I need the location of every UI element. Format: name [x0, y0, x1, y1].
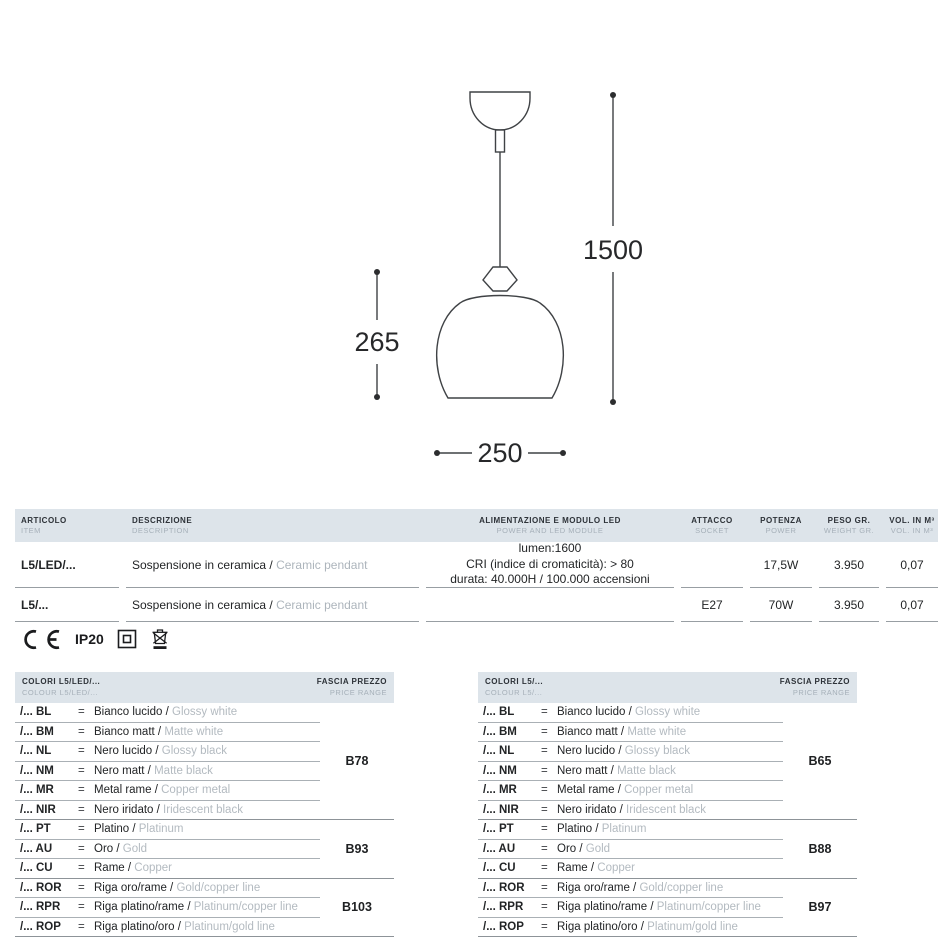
color-code: /... ROR	[483, 881, 525, 894]
color-name-it: Oro /	[94, 842, 120, 855]
equals-sign: =	[541, 862, 548, 875]
ce-mark-icon	[20, 629, 62, 650]
color-name	[94, 804, 320, 816]
color-name-en: Platinum	[601, 823, 647, 836]
color-name-it: Nero lucido /	[557, 745, 622, 758]
color-name-en: Matte black	[154, 764, 213, 777]
color-row	[15, 762, 320, 782]
color-code: /... MR	[20, 784, 54, 797]
color-code: /... PT	[483, 823, 514, 836]
color-name	[557, 823, 783, 835]
spec-row-led	[15, 542, 938, 588]
title-it: COLORI L5/...	[485, 677, 544, 687]
shade-connector-outline	[483, 267, 517, 291]
dimension-shade-height-value: 265	[354, 327, 400, 357]
spec-col-attacco	[681, 516, 743, 535]
color-name	[557, 784, 783, 796]
color-name	[94, 784, 320, 796]
color-name-en: Gold	[585, 842, 611, 855]
color-group-1	[15, 703, 394, 820]
color-row	[478, 781, 783, 801]
color-row	[15, 723, 320, 743]
color-code: /... NIR	[20, 803, 56, 816]
col-label-it: ATTACCO	[691, 515, 733, 525]
color-code: /... ROR	[20, 881, 62, 894]
col-label-en: DESCRIPTION	[132, 525, 189, 535]
color-group-1	[478, 703, 857, 820]
color-name	[94, 921, 320, 933]
color-code: /... BM	[483, 725, 517, 738]
color-name-en: Matte black	[617, 764, 676, 777]
color-row	[478, 879, 783, 899]
color-group-2	[15, 820, 394, 879]
color-name-en: Copper metal	[161, 784, 231, 797]
volume-value: 0,07	[900, 557, 924, 572]
color-name-en: Gold/copper line	[176, 881, 261, 894]
equals-sign: =	[78, 901, 85, 914]
color-name-en: Glossy black	[161, 745, 227, 758]
ceiling-cup-outline	[470, 92, 530, 130]
color-code: /... ROP	[20, 920, 61, 933]
color-name-it: Riga platino/oro /	[94, 920, 181, 933]
color-code: /... AU	[483, 842, 516, 855]
spec-row-e27	[15, 588, 938, 622]
article-code: L5/LED/...	[21, 557, 76, 572]
led-lumen: lumen:1600	[518, 541, 582, 556]
col-label-it: POTENZA	[760, 515, 802, 525]
description-en: Ceramic pendant	[276, 557, 368, 572]
color-row	[478, 801, 783, 820]
power-value: 70W	[768, 597, 794, 612]
color-table-e27	[478, 672, 857, 937]
color-name-it: Metal rame /	[94, 784, 158, 797]
color-group-2	[478, 820, 857, 879]
shade-outline	[437, 296, 564, 399]
color-name-it: Bianco lucido /	[94, 706, 169, 719]
dimension-end-dot	[434, 450, 440, 456]
price-range-header	[317, 677, 387, 697]
color-code: /... BL	[20, 706, 52, 719]
price-range-value: B97	[808, 900, 832, 915]
class-ii-insulation-icon	[117, 629, 137, 649]
color-name	[94, 706, 320, 718]
color-name-it: Bianco lucido /	[557, 706, 632, 719]
equals-sign: =	[78, 803, 85, 816]
color-name	[94, 745, 320, 757]
equals-sign: =	[78, 784, 85, 797]
equals-sign: =	[78, 881, 85, 894]
price-range-value: B78	[345, 754, 369, 768]
spec-col-potenza	[750, 516, 812, 535]
color-name	[94, 901, 320, 913]
color-name-en: Copper	[597, 862, 635, 875]
color-row	[478, 723, 783, 743]
color-name-it: Bianco matt /	[94, 725, 162, 738]
color-table-header	[15, 672, 394, 703]
color-row	[15, 879, 320, 899]
color-code: /... MR	[483, 784, 517, 797]
color-name-en: Platinum/gold line	[184, 920, 275, 933]
color-name	[557, 726, 783, 738]
color-row	[15, 898, 320, 918]
spec-col-articolo	[15, 516, 119, 535]
color-table-title	[22, 677, 100, 697]
color-name-it: Platino /	[557, 823, 599, 836]
color-row	[478, 859, 783, 878]
description	[132, 598, 367, 612]
color-row	[15, 918, 320, 937]
color-name-it: Platino /	[94, 823, 136, 836]
color-row	[15, 859, 320, 878]
equals-sign: =	[78, 862, 85, 875]
color-name-en: Platinum/copper line	[656, 901, 761, 914]
color-name-it: Riga oro/rame /	[94, 881, 174, 894]
color-name-it: Rame /	[94, 862, 132, 875]
color-name-en: Glossy white	[172, 706, 238, 719]
color-code: /... CU	[483, 862, 516, 875]
color-name-it: Oro /	[557, 842, 583, 855]
color-row	[15, 742, 320, 762]
color-name-en: Glossy black	[624, 745, 690, 758]
color-name-it: Rame /	[557, 862, 595, 875]
dimension-end-dot	[610, 399, 616, 405]
color-row	[15, 781, 320, 801]
dimension-shade-diameter-value: 250	[477, 438, 523, 468]
weight-value: 3.950	[833, 597, 865, 612]
equals-sign: =	[78, 764, 85, 777]
color-name-en: Matte white	[627, 725, 687, 738]
color-row	[15, 840, 320, 860]
equals-sign: =	[541, 725, 548, 738]
price-range-value: B88	[808, 841, 832, 856]
color-name	[557, 765, 783, 777]
color-name-it: Metal rame /	[557, 784, 621, 797]
color-code: /... PT	[20, 823, 51, 836]
color-row	[478, 703, 783, 723]
title-it: COLORI L5/LED/...	[22, 677, 101, 687]
color-name-en: Glossy white	[635, 706, 701, 719]
dimension-end-dot	[610, 92, 616, 98]
color-name-it: Riga platino/rame /	[557, 901, 654, 914]
equals-sign: =	[78, 920, 85, 933]
col-label-it: ARTICOLO	[21, 515, 67, 525]
color-name	[557, 882, 783, 894]
color-name-en: Gold	[122, 842, 148, 855]
weight-value: 3.950	[833, 557, 865, 572]
color-name	[557, 921, 783, 933]
color-code: /... AU	[20, 842, 53, 855]
col-label-en: POWER	[765, 525, 797, 535]
color-table-led	[15, 672, 394, 937]
color-name-it: Nero lucido /	[94, 745, 159, 758]
equals-sign: =	[541, 920, 548, 933]
equals-sign: =	[78, 842, 85, 855]
price-header-en: PRICE RANGE	[329, 687, 387, 697]
spec-col-descrizione	[126, 516, 419, 535]
color-code: /... NL	[20, 745, 52, 758]
price-range-value: B65	[808, 754, 832, 768]
color-name	[557, 706, 783, 718]
color-code: /... NL	[483, 745, 515, 758]
dimension-total-drop	[583, 92, 643, 405]
spec-col-peso	[819, 516, 879, 535]
ip-rating-label: IP20	[75, 631, 104, 647]
col-label-en: POWER AND LED MODULE	[496, 525, 604, 535]
col-label-it: PESO GR.	[827, 515, 871, 525]
dimension-shade-diameter	[434, 438, 566, 468]
color-code: /... CU	[20, 862, 53, 875]
color-name-it: Riga platino/oro /	[557, 920, 644, 933]
title-en: COLOUR L5/LED/...	[22, 687, 99, 697]
color-name-it: Nero iridato /	[557, 803, 623, 816]
color-code: /... NM	[483, 764, 517, 777]
col-label-it: ALIMENTAZIONE E MODULO LED	[479, 515, 621, 525]
col-label-en: WEIGHT GR.	[823, 525, 875, 535]
color-name-en: Iridescent black	[626, 803, 706, 816]
color-row	[15, 703, 320, 723]
color-name-it: Riga platino/rame /	[94, 901, 191, 914]
description-it: Sospensione in ceramica /	[132, 557, 273, 572]
color-row	[478, 840, 783, 860]
price-header-en: PRICE RANGE	[792, 687, 850, 697]
color-table-title	[485, 677, 543, 697]
weee-crossed-bin-icon	[150, 628, 170, 651]
color-name	[557, 862, 783, 874]
price-header-it: FASCIA PREZZO	[316, 677, 387, 687]
equals-sign: =	[78, 745, 85, 758]
power-led-module	[426, 588, 674, 622]
title-en: COLOUR L5/...	[485, 687, 543, 697]
col-label-en: SOCKET	[695, 525, 729, 535]
color-name-it: Bianco matt /	[557, 725, 625, 738]
col-label-en: ITEM	[21, 525, 41, 535]
spec-col-alimentazione	[426, 516, 674, 535]
color-code: /... NM	[20, 764, 54, 777]
dimension-end-dot	[560, 450, 566, 456]
led-cri: CRI (indice di cromaticità): > 80	[466, 556, 634, 571]
price-range-value: B103	[342, 900, 372, 915]
color-name-en: Copper	[134, 862, 172, 875]
description	[132, 558, 367, 572]
color-code: /... RPR	[20, 901, 61, 914]
power-value: 17,5W	[763, 557, 799, 572]
color-code: /... BL	[483, 706, 515, 719]
color-row	[478, 898, 783, 918]
color-name-en: Platinum	[138, 823, 184, 836]
color-name-en: Copper metal	[624, 784, 694, 797]
color-name	[94, 765, 320, 777]
description-en: Ceramic pendant	[276, 597, 368, 612]
col-label-it: DESCRIZIONE	[132, 515, 193, 525]
dimension-shade-height	[354, 269, 399, 400]
color-name	[94, 882, 320, 894]
price-range-header	[780, 677, 850, 697]
color-name	[94, 843, 320, 855]
color-code: /... RPR	[483, 901, 524, 914]
color-name-en: Iridescent black	[163, 803, 243, 816]
col-label-en: VOL. IN M³	[890, 525, 934, 535]
spec-table-header	[15, 509, 938, 542]
color-table-header	[478, 672, 857, 703]
equals-sign: =	[78, 706, 85, 719]
color-name	[94, 862, 320, 874]
color-name-it: Nero matt /	[557, 764, 614, 777]
price-header-it: FASCIA PREZZO	[779, 677, 850, 687]
equals-sign: =	[541, 842, 548, 855]
equals-sign: =	[78, 725, 85, 738]
color-row	[15, 801, 320, 820]
color-code: /... ROP	[483, 920, 524, 933]
color-name	[94, 823, 320, 835]
color-name	[557, 843, 783, 855]
spec-table	[15, 509, 938, 622]
equals-sign: =	[541, 881, 548, 894]
equals-sign: =	[541, 823, 548, 836]
color-name	[94, 726, 320, 738]
equals-sign: =	[541, 764, 548, 777]
color-name	[557, 745, 783, 757]
socket-value: E27	[701, 597, 723, 612]
color-name-en: Platinum/gold line	[647, 920, 738, 933]
equals-sign: =	[541, 706, 548, 719]
article-code: L5/...	[21, 597, 49, 612]
equals-sign: =	[541, 784, 548, 797]
equals-sign: =	[541, 803, 548, 816]
led-durata: durata: 40.000H / 100.000 accensioni	[450, 572, 650, 587]
color-row	[15, 820, 320, 840]
cable-grip-outline	[496, 130, 505, 152]
color-name-it: Nero iridato /	[94, 803, 160, 816]
color-group-3	[15, 879, 394, 938]
equals-sign: =	[541, 901, 548, 914]
color-row	[478, 820, 783, 840]
color-row	[478, 762, 783, 782]
color-row	[478, 918, 783, 937]
color-code: /... BM	[20, 725, 54, 738]
color-group-3	[478, 879, 857, 938]
col-label-it: VOL. IN M³	[889, 515, 935, 525]
color-code: /... NIR	[483, 803, 519, 816]
color-name	[557, 901, 783, 913]
power-led-module	[426, 542, 674, 588]
color-name-en: Matte white	[164, 725, 224, 738]
color-name-it: Nero matt /	[94, 764, 151, 777]
color-name-en: Platinum/copper line	[193, 901, 298, 914]
price-range-value: B93	[345, 841, 369, 856]
equals-sign: =	[78, 823, 85, 836]
dimension-end-dot	[374, 394, 380, 400]
color-name	[557, 804, 783, 816]
dimension-total-drop-value: 1500	[582, 235, 644, 265]
spec-col-volume	[886, 516, 938, 535]
color-name-en: Gold/copper line	[639, 881, 724, 894]
equals-sign: =	[541, 745, 548, 758]
certification-icons	[20, 626, 170, 652]
color-name-it: Riga oro/rame /	[557, 881, 637, 894]
dimension-end-dot	[374, 269, 380, 275]
description-it: Sospensione in ceramica /	[132, 597, 273, 612]
volume-value: 0,07	[900, 597, 924, 612]
color-row	[478, 742, 783, 762]
